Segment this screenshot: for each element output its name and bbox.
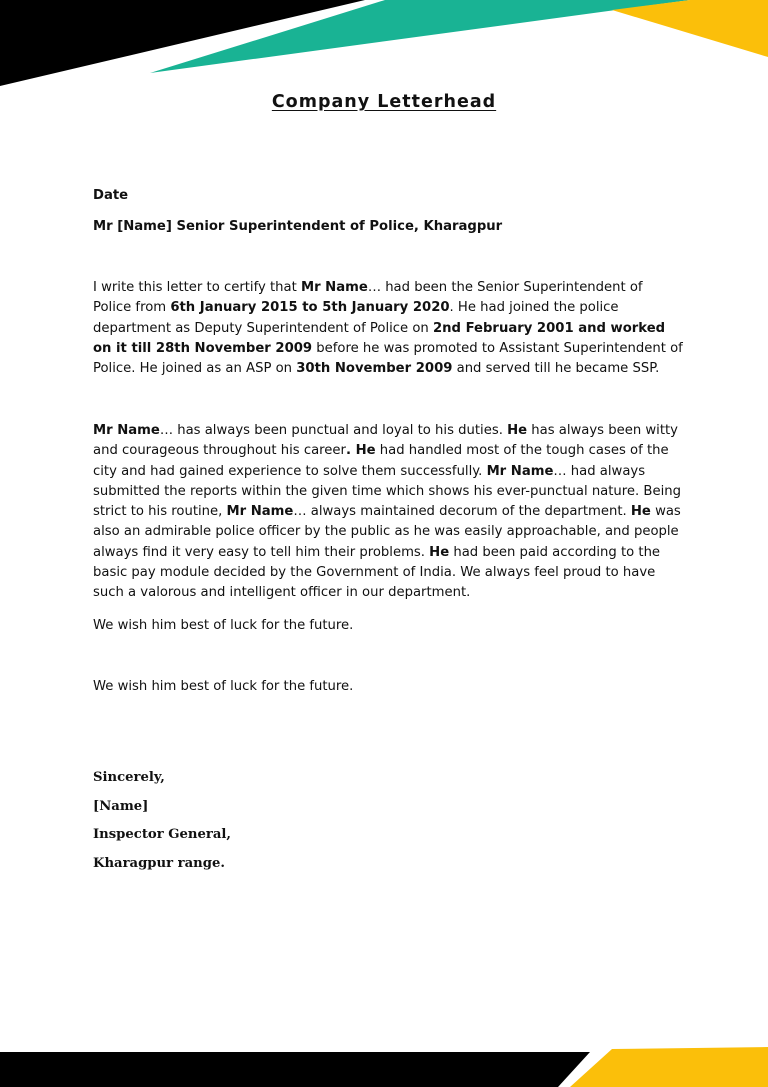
signature-block — [93, 768, 231, 882]
bottom-decoration — [0, 1047, 768, 1087]
body-paragraph-2: Mr Name… has always been punctual and loyal to his duties. He has always been witty and courageous throughout his career. He had handled most of the tough cases of the city and had gained experience to solve them successfully. Mr Name… had always submitted the reports within the given time which shows his ever-punctual nature. Being strict to his routine, Mr Name… always maintained decorum of the department. He was also an admirable police officer by the public as he was easily approachable, and people always find it very easy to tell him their problems. He had been paid according to the basic pay module decided by the Government of India. We always feel proud to have such a valorous and intelligent officer in our department. — [93, 423, 681, 601]
addressee-line: Mr [Name] Senior Superintendent of Police, Kharagpur — [93, 219, 503, 234]
date-label: Date — [93, 188, 129, 203]
wish-line-1: We wish him best of luck for the future. — [93, 618, 354, 633]
signature-title: Inspector General, — [93, 827, 231, 842]
body-paragraph-1: I write this letter to certify that Mr Name… had been the Senior Superintendent of Police from 6th January 2015 to 5th January 2020. He had joined the police department as Deputy Superintendent of Police on 2nd February 2001 and worked on it till 28th November 2009 before he was promoted to Assistant Superintendent of Police. He joined as an ASP on 30th November 2009 and served till he became SSP. — [93, 280, 683, 377]
top-yellow-shape — [612, 0, 768, 57]
bottom-yellow-shape — [570, 1047, 768, 1087]
signature-closing: Sincerely, — [93, 770, 165, 785]
top-decoration — [0, 0, 768, 90]
wish-line-2: We wish him best of luck for the future. — [93, 679, 354, 694]
signature-range: Kharagpur range. — [93, 855, 225, 871]
letterhead-title: Company Letterhead — [271, 92, 497, 112]
bottom-black-shape — [0, 1052, 590, 1087]
signature-name: [Name] — [93, 798, 149, 814]
